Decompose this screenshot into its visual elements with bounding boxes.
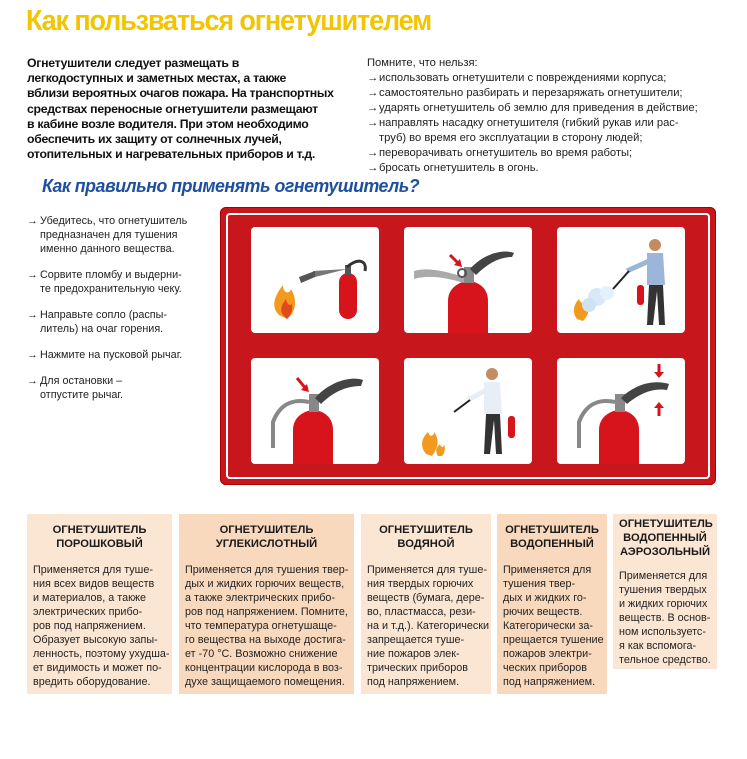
type-water-foam: [497, 514, 607, 694]
type-description: Применяется для тушения твер- дых и жидких го- рючих веществ. Категорически за- прещается тушение пожаров электри- ческих приборов под напряжением.: [503, 564, 604, 688]
illustration-extinguish: [404, 358, 532, 464]
step-line: → Сорвите пломбу и выдерни-: [40, 269, 182, 281]
extinguisher-pin-icon: [404, 227, 532, 333]
section-subtitle: Как правильно применять огнетушитель?: [42, 175, 420, 196]
prohibition-item: → бросать огнетушитель в огонь.: [367, 161, 727, 176]
step-line: → Убедитесь, что огнетушитель: [40, 215, 188, 227]
step-line: → Нажмите на пусковой рычаг.: [40, 349, 183, 361]
usage-steps: [27, 214, 212, 414]
step-line: отпустите рычаг.: [40, 389, 124, 401]
step-line: → Для остановки –: [40, 375, 123, 387]
illustration-release-lever: [557, 358, 685, 464]
step-line: → Направьте сопло (распы-: [40, 309, 168, 321]
intro-line: отопительных и нагревательных приборов и т.д.: [27, 147, 316, 162]
illustration-aim-nozzle: [557, 227, 685, 333]
person-extinguishing-icon: [404, 358, 532, 464]
step-item: [27, 214, 212, 256]
illustration-panel: [220, 207, 716, 485]
step-line: те предохранительную чеку.: [40, 283, 182, 295]
illustration-check-extinguisher: [251, 227, 379, 333]
type-powder: [27, 514, 172, 694]
prohibition-item: → использовать огнетушители с повреждениями корпуса;: [367, 71, 727, 86]
extinguisher-release-icon: [557, 358, 685, 464]
type-description: Применяется для тушения твердых и жидких горючих веществ. В основ- ном используетс- я как вспомога- тельное средство.: [619, 570, 711, 666]
prohibition-item: → направлять насадку огнетушителя (гибкий рукав или рас-: [367, 116, 727, 131]
prohibitions-heading: Помните, что нельзя:: [367, 57, 478, 69]
type-description: Применяется для туше- ния твердых горючих веществ (бумага, дере- во, пластмасса, рези- на и т.д.). Категорически запрещается туше- ние пожаров элек- трических приборов под напряжением.: [367, 564, 490, 688]
type-heading: ОГНЕТУШИТЕЛЬ ВОДЯНОЙ: [379, 524, 473, 550]
step-item: [27, 268, 212, 296]
prohibition-item: → самостоятельно разбирать и перезаряжать огнетушители;: [367, 86, 727, 101]
intro-line: в кабине возле водителя. При этом необходимо: [27, 116, 309, 131]
step-item: [27, 374, 212, 402]
prohibition-item-continued: труб) во время его эксплуатации в сторону людей;: [379, 132, 643, 144]
intro-text: [27, 56, 347, 162]
type-heading: ОГНЕТУШИТЕЛЬ УГЛЕКИСЛОТНЫЙ: [215, 524, 318, 550]
person-spraying-icon: [557, 227, 685, 333]
type-aerosol-foam: [613, 514, 717, 669]
intro-line: вблизи вероятных очагов пожара. На транспортных: [27, 86, 334, 101]
prohibition-item: → переворачивать огнетушитель во время работы;: [367, 146, 727, 161]
type-heading: ОГНЕТУШИТЕЛЬ ВОДОПЕННЫЙ АЭРОЗОЛЬНЫЙ: [619, 518, 713, 558]
type-water: [361, 514, 491, 694]
prohibitions-list: [367, 56, 727, 176]
step-line: предназначен для тушения: [40, 229, 178, 241]
intro-line: легкодоступных и заметных местах, а также: [27, 71, 286, 86]
illustration-press-lever: [251, 358, 379, 464]
page-title: Как пользваться огнетушителем: [26, 5, 432, 37]
step-item: [27, 308, 212, 336]
type-heading: ОГНЕТУШИТЕЛЬ ВОДОПЕННЫЙ: [505, 524, 599, 550]
extinguisher-lever-icon: [251, 358, 379, 464]
illustration-pull-pin: [404, 227, 532, 333]
type-co2: [179, 514, 354, 694]
type-description: Применяется для туше- ния всех видов веществ и материалов, а также электрических прибо- ров под напряжением. Образует высокую запы- ленность, поэтому ухудша- ет видимость и может по- вредить оборудование.: [33, 564, 170, 688]
step-line: именно данного вещества.: [40, 243, 175, 255]
intro-line: Огнетушители следует размещать в: [27, 56, 240, 70]
step-item: [27, 348, 212, 362]
intro-line: обеспечить их защиту от солнечных лучей,: [27, 132, 282, 147]
type-heading: ОГНЕТУШИТЕЛЬ ПОРОШКОВЫЙ: [52, 524, 147, 550]
extinguisher-flame-icon: [251, 227, 379, 333]
type-description: Применяется для тушения твер- дых и жидких горючих веществ, а также электрических прибо- ров под напряжением. Помните, что температура огнетушаще- го вещества на выходе достига- ет -70 °С. Возможно снижение концентрации кислорода в воз- духе защищаемого помещения.: [185, 564, 349, 688]
prohibition-item: → ударять огнетушитель об землю для приведения в действие;: [367, 101, 727, 116]
step-line: литель) на очаг горения.: [40, 323, 164, 335]
intro-line: средствах переносные огнетушители размещают: [27, 101, 318, 116]
